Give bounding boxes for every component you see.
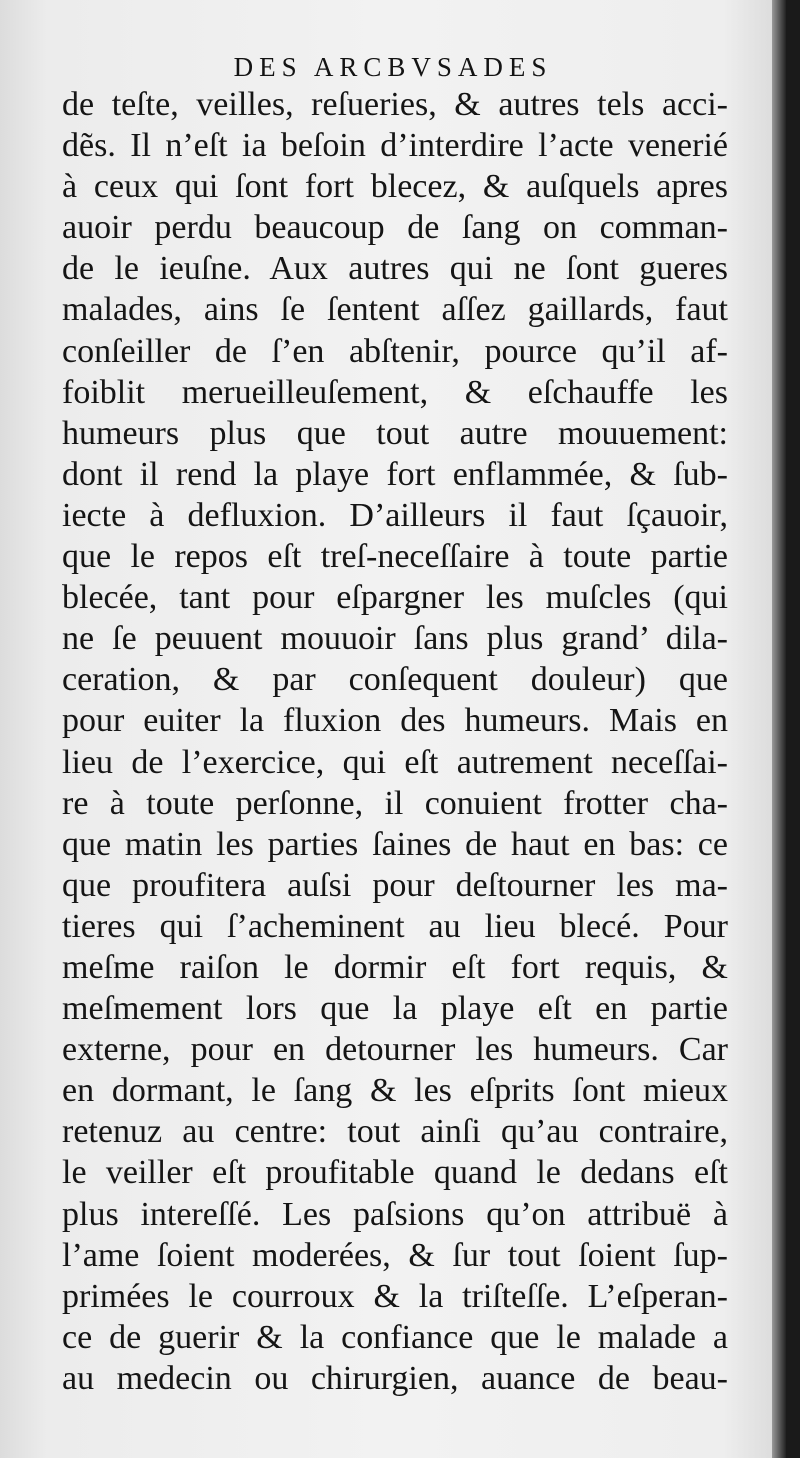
text-line: au medecin ou chirurgien, auance de beau-	[62, 1359, 728, 1397]
text-line: meſme raiſon le dormir eſt fort requis, &	[62, 948, 728, 986]
text-line: re à toute perſonne, il conuient frotter cha-	[62, 784, 728, 822]
text-line: ceration, & par conſequent douleur) que	[62, 661, 728, 699]
body-text	[62, 84, 728, 1399]
text-line: dẽs. Il n’eſt ia beſoin d’interdire l’acte venerié	[62, 127, 728, 165]
page-edge-shadow	[772, 0, 786, 1458]
text-line: meſmement lors que la playe eſt en partie	[62, 990, 728, 1028]
text-line: auoir perdu beaucoup de ſang on comman-	[62, 209, 728, 247]
running-head: DES ARCBVSADES	[233, 52, 553, 82]
text-line: humeurs plus que tout autre mouuement:	[62, 414, 728, 452]
text-line: plus intereſſé. Les paſsions qu’on attribuë à	[62, 1195, 728, 1233]
text-line: malades, ains ſe ſentent aſſez gaillards, faut	[62, 291, 728, 329]
text-line: conſeiller de ſ’en abſtenir, pource qu’il af-	[62, 332, 728, 370]
text-line: que le repos eſt treſ-neceſſaire à toute partie	[62, 538, 728, 576]
text-line: ce de guerir & la confiance que le malade a	[62, 1318, 728, 1356]
text-line: de teſte, veilles, reſueries, & autres tels acci-	[62, 86, 728, 123]
text-line: l’ame ſoient moderées, & ſur tout ſoient ſup-	[62, 1236, 728, 1274]
text-line: le veiller eſt proufitable quand le dedans eſt	[62, 1154, 728, 1192]
text-line: foiblit merueilleuſement, & eſchauffe les	[62, 373, 728, 411]
text-line: blecée, tant pour eſpargner les muſcles (qui	[62, 579, 728, 617]
text-line: dont il rend la playe fort enflammée, & ſub-	[62, 455, 728, 493]
text-line: ne ſe peuuent mouuoir ſans plus grand’ dila-	[62, 620, 728, 658]
text-line: en dormant, le ſang & les eſprits ſont mieux	[62, 1072, 728, 1110]
text-line: à ceux qui ſont fort blecez, & auſquels apres	[62, 168, 728, 206]
text-line: tieres qui ſ’acheminent au lieu blecé. Pour	[62, 907, 728, 945]
text-line: iecte à defluxion. D’ailleurs il faut ſçauoir,	[62, 496, 728, 534]
text-line: que proufitera auſsi pour deſtourner les ma-	[62, 866, 728, 904]
text-line: retenuz au centre: tout ainſi qu’au contraire,	[62, 1113, 728, 1151]
text-line: de le ieuſne. Aux autres qui ne ſont gueres	[62, 250, 728, 288]
text-line: externe, pour en detourner les humeurs. Car	[62, 1031, 728, 1069]
text-line: primées le courroux & la triſteſſe. L’eſperan-	[62, 1277, 728, 1315]
text-line: pour euiter la fluxion des humeurs. Mais en	[62, 702, 728, 740]
text-line: lieu de l’exercice, qui eſt autrement neceſſai-	[62, 743, 728, 781]
text-line: que matin les parties ſaines de haut en bas: ce	[62, 825, 728, 863]
